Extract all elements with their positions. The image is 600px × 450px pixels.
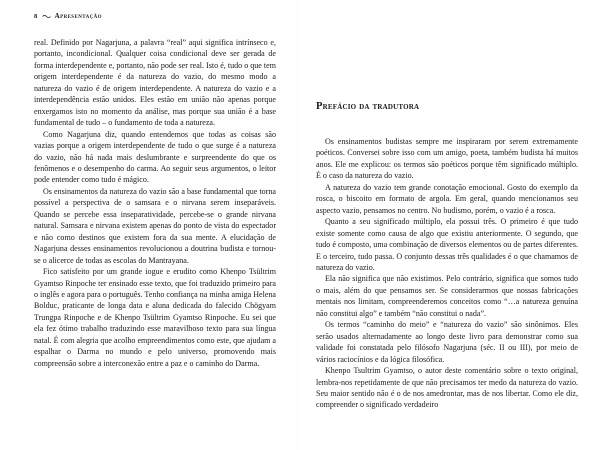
paragraph: Fico satisfeito por um grande iogue e erudito como Khenpo Tsültrim Gyamtso Rinpoche ter ensinado esse texto, que foi traduzido primeiro para o inglês e agora para o português. Tenho confiança na minha amiga Helena Bolduc, praticante de longa data e aluna dedicada do falecido Chögyam Trungpa Rinpoche e de Khenpo Tsültrim Gyamtso Rinpoche. Eu sei que ela fez ótimo trabalho traduzindo esse maravilhoso texto para sua língua natal. É com alegria que acolho empreendimentos como este, que ajudam a espalhar o Darma no mundo e pelo universo, promovendo mais compreensão sobre a interconexão entre a paz e o caminho do Darma. xyxy=(34,267,276,368)
running-head xyxy=(34,12,102,20)
paragraph: Khenpo Tsultrim Gyamtso, o autor deste comentário sobre o texto original, lembra-nos repetidamente de que não precisamos ter medo da natureza do vazio. Seu maior sentido não é o de nos amedrontar, mas de nos libertar. Como ele diz, compreender o significado verdadeiro xyxy=(316,366,578,410)
paragraph: Os ensinamentos da natureza do vazio são a base fundamental que torna possível a perspectiva de o samsara e o nirvana serem inseparáveis. Quando se percebe essa inseparatividade, percebe-se o grande nirvana natural. Samsara e nirvana existem apenas do ponto de vista do espectador e não como destinos que existem fora da sua mente. A elucidação de Nagarjuna desses ensinamentos revolucionou a doutrina budista e tornou-se o alicerce de todas as escolas do Mantrayana. xyxy=(34,186,276,265)
chapter-title: Prefácio da tradutora xyxy=(316,101,420,112)
paragraph: Ela não significa que não existimos. Pelo contrário, significa que somos tudo o mais, além do que pensamos ser. Se considerarmos que nossas fabricações mentais nos limitam, compreenderemos conceitos como “…a natureza genuína não constitui algo” e também “não constitui o nada”. xyxy=(316,274,578,318)
paragraph: Como Nagarjuna diz, quando entendemos que todas as coisas são vazias porque a origem interdependente de tudo o que surge é a natureza do vazio, não há nada mais deslumbrante e surpreendente do que os fenômenos e o desempenho do carma. Ao seguir seus argumentos, o leitor pode entender como tudo é mágico. xyxy=(34,129,276,185)
right-page-text xyxy=(316,136,578,411)
paragraph: real. Definido por Nagarjuna, a palavra “real” aqui significa intrínseco e, portanto, incondicional. Qualquer coisa condicional deve ser gerada de forma interdependente e, portanto, não pode ser real. Isto é, tudo o que tem origem interdependente é da natureza do vazio, do mesmo modo a natureza do vazio é de origem interdependente. A natureza do vazio e a interdependência estão unidos. Eles estão em união não apenas porque enxergamos isto no momento da análise, mas porque sua união é a base fundamental de tudo – o fundamento de toda a natureza. xyxy=(34,38,276,128)
paragraph: Quanto a seu significado múltiplo, ela possui três. O primeiro é que tudo existe somente como causa de algo que existiu anteriormente. O segundo, que tudo é composto, uma combinação de diversos elementos ou de partes diferentes. E o terceiro, tudo passa. O conjunto dessas três qualidades é o que chamamos de natureza do vazio. xyxy=(316,217,578,272)
right-page xyxy=(300,0,600,450)
running-head-title: Apresentação xyxy=(54,12,102,20)
ornament-icon xyxy=(42,14,51,19)
page-number: 8 xyxy=(34,12,38,20)
paragraph: Os ensinamentos budistas sempre me inspiraram por serem extremamente poéticos. Conversei sobre isso com um amigo, poeta, também budista há muitos anos. Ele me explicou: os termos são poéticos porque têm significado múltiplo. É o caso da natureza do vazio. xyxy=(316,137,578,181)
paragraph: A natureza do vazio tem grande conotação emocional. Gosto do exemplo da rosca, o biscoito em formato de argola. Em geral, quando mencionamos seu aspecto vazio, pensamos no centro. No budismo, porém, o vazio é a rosca. xyxy=(316,182,578,215)
left-page-text xyxy=(34,37,276,369)
paragraph: Os termos “caminho do meio” e “natureza do vazio” são sinônimos. Eles serão usados alternadamente ao longo deste livro para demonstrar como sua validade foi constatada pelo filósofo Nagarjuna (séc. II ou III), por meio de vários raciocínios e da lógica filosófica. xyxy=(316,320,578,364)
